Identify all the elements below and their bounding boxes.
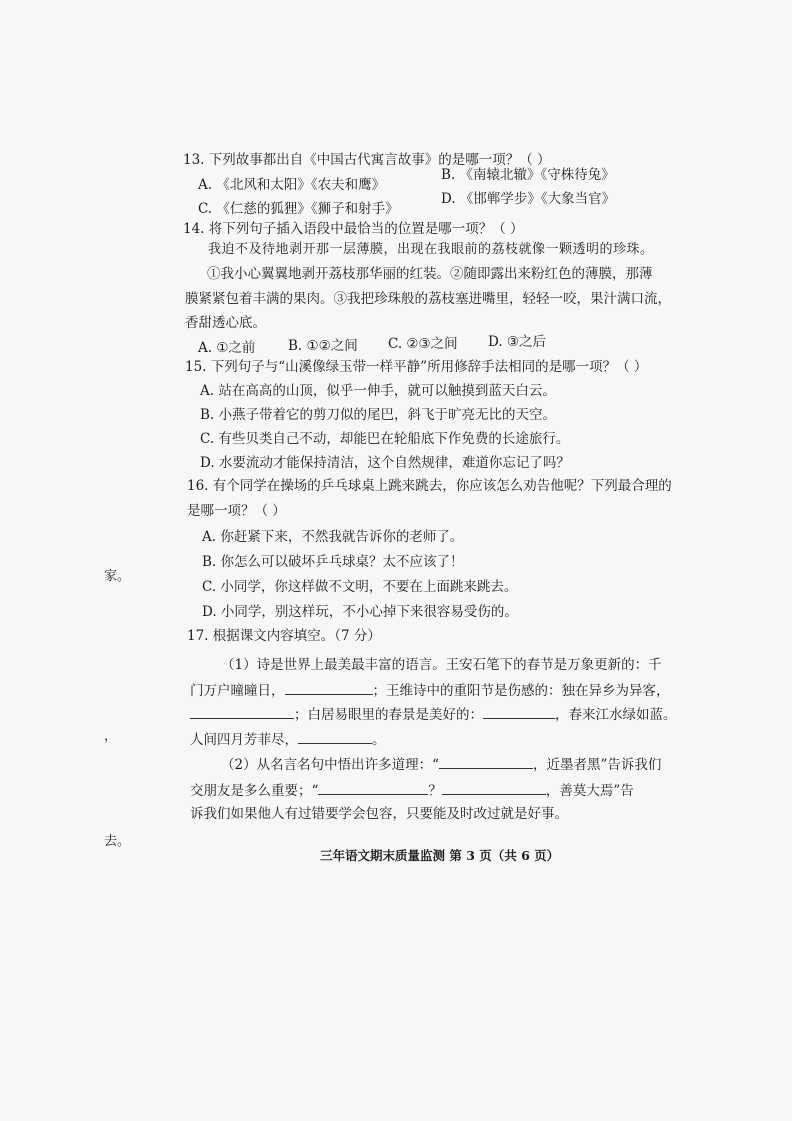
q17-part1-line: （1）诗是世界上最美最丰富的语言。王安石笔下的春节是万象更新的：千 <box>221 657 662 673</box>
q14-stem: 14. 将下列句子插入语段中最恰当的位置是哪一项？（ ） <box>183 221 524 237</box>
q17-text: 人间四月芳菲尽， <box>190 732 298 748</box>
q14-option-d: D. ③之后 <box>488 334 547 350</box>
page-footer: 三年语文期末质量监测 第 3 页（共 6 页） <box>320 848 560 863</box>
q17-text: 交朋友是多么重要；“ <box>190 783 319 799</box>
fill-blank[interactable] <box>285 680 373 695</box>
q15-option-a: A. 站在高高的山顶，似乎一伸手，就可以触摸到蓝天白云。 <box>200 383 556 399</box>
q17-text: 。 <box>372 732 386 748</box>
q17-part1-line <box>190 704 677 725</box>
q14-option-b: B. ①②之间 <box>288 338 358 354</box>
margin-mark: 家。 <box>104 569 131 584</box>
q15-stem: 15. 下列句子与“山溪像绿玉带一样平静”所用修辞手法相同的是哪一项？（ ） <box>185 359 648 375</box>
q16-option-d: D. 小同学，别这样玩，不小心掉下来很容易受伤的。 <box>202 604 518 620</box>
q17-part2-line <box>190 780 634 801</box>
q17-text: ？ <box>428 783 442 799</box>
q17-text: ；白居易眼里的春景是美好的： <box>294 707 483 723</box>
q17-part2-line: 诉我们如果他人有过错要学会包容，只要能及时改过就是好事。 <box>190 806 568 822</box>
q17-stem: 17. 根据课文内容填空。（7 分） <box>187 628 381 644</box>
q15-option-c: C. 有些贝类自己不动，却能巴在轮船底下作免费的长途旅行。 <box>200 431 570 447</box>
q16-stem: 16. 有个同学在操场的乒乓球桌上跳来跳去，你应该怎么劝告他呢？下列最合理的 <box>187 478 672 494</box>
fill-blank[interactable] <box>298 729 372 744</box>
fill-blank[interactable] <box>439 754 533 769</box>
fill-blank[interactable] <box>442 780 546 795</box>
fill-blank[interactable] <box>190 704 294 719</box>
q14-passage-line: 香甜透心底。 <box>185 315 266 331</box>
q17-part2-line <box>221 754 661 775</box>
q17-text: ；王维诗中的重阳节是伤感的：独在异乡为异客， <box>372 683 670 699</box>
q16-option-a: A. 你赶紧下来，不然我就告诉你的老师了。 <box>202 529 464 545</box>
q17-text: 门万户曈曈日， <box>190 683 285 699</box>
q17-part1-line <box>190 680 670 701</box>
margin-mark: ， <box>104 729 118 744</box>
q17-text: ，近墨者黑”告诉我们 <box>533 757 662 773</box>
q14-passage-line: 膜紧紧包着丰满的果肉。③我把珍珠般的荔枝塞进嘴里，轻轻一咬，果汁满口流， <box>185 291 671 307</box>
q13-option-c: C. 《仁慈的狐狸》《狮子和射手》 <box>198 201 399 217</box>
q13-option-d: D. 《邯郸学步》《大象当官》 <box>441 191 616 207</box>
q15-option-d: D. 水要流动才能保持清洁，这个自然规律，难道你忘记了吗？ <box>200 455 570 471</box>
fill-blank[interactable] <box>318 780 428 795</box>
q17-text: （2）从名言名句中悟出许多道理：“ <box>221 757 439 773</box>
q14-option-c: C. ②③之间 <box>388 336 458 352</box>
q14-option-a: A. ①之前 <box>198 340 256 356</box>
q14-passage-line: ①我小心翼翼地剥开荔枝那华丽的红装。②随即露出来粉红色的薄膜，那薄 <box>207 266 653 282</box>
q16-stem-cont: 是哪一项？（ ） <box>187 503 286 519</box>
q17-part1-line <box>190 729 386 750</box>
q13-option-a: A. 《北风和太阳》《农夫和鹰》 <box>198 177 386 193</box>
q17-text: ，春来江水绿如蓝。 <box>555 707 677 723</box>
q16-option-b: B. 你怎么可以破坏乒乓球桌？太不应该了！ <box>202 554 464 570</box>
q17-text: ，善莫大焉”告 <box>545 783 634 799</box>
fill-blank[interactable] <box>483 704 555 719</box>
q16-option-c: C. 小同学，你这样做不文明，不要在上面跳来跳去。 <box>202 579 518 595</box>
margin-mark: 去。 <box>104 834 131 849</box>
q15-option-b: B. 小燕子带着它的剪刀似的尾巴，斜飞于旷亮无比的天空。 <box>200 407 557 423</box>
q13-option-b: B. 《南辕北辙》《守株待兔》 <box>441 167 615 183</box>
q14-insert-sentence: 我迫不及待地剥开那一层薄膜，出现在我眼前的荔枝就像一颗透明的珍珠。 <box>208 242 654 257</box>
q13-stem: 13. 下列故事都出自《中国古代寓言故事》的是哪一项？（ ） <box>183 152 551 168</box>
